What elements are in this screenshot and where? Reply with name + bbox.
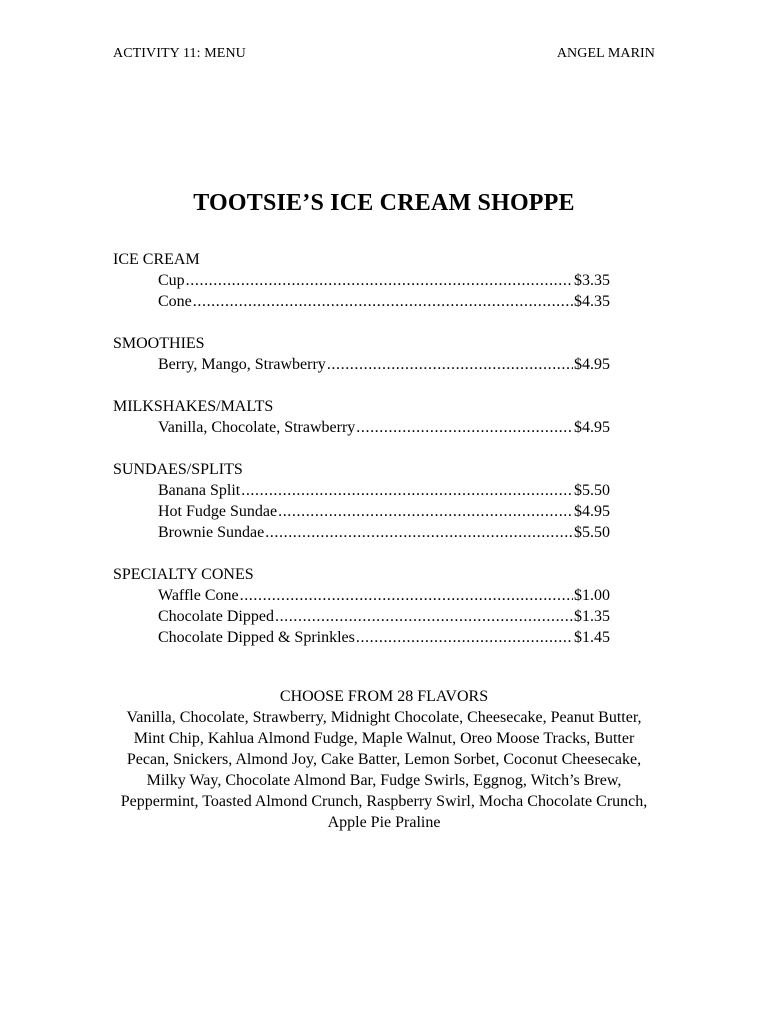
item-name: Chocolate Dipped bbox=[158, 608, 274, 625]
item-name: Berry, Mango, Strawberry bbox=[158, 356, 326, 373]
menu-item bbox=[113, 585, 610, 606]
menu-section-smoothies bbox=[113, 333, 610, 375]
item-name: Cup bbox=[158, 272, 185, 289]
item-name: Hot Fudge Sundae bbox=[158, 503, 278, 520]
menu-list bbox=[113, 249, 610, 669]
flavors-heading: CHOOSE FROM 28 FLAVORS bbox=[279, 688, 489, 705]
item-name: Brownie Sundae bbox=[158, 524, 265, 541]
dot-leader bbox=[265, 522, 573, 543]
menu-section-milkshakes bbox=[113, 396, 610, 438]
item-price: $1.45 bbox=[574, 629, 610, 646]
shop-title: TOOTSIE’S ICE CREAM SHOPPE bbox=[193, 190, 575, 216]
dot-leader bbox=[327, 354, 573, 375]
item-name: Chocolate Dipped & Sprinkles bbox=[158, 629, 355, 646]
menu-item bbox=[113, 480, 610, 501]
menu-item bbox=[113, 417, 610, 438]
item-price: $1.35 bbox=[574, 608, 610, 625]
item-name: Banana Split bbox=[158, 482, 241, 499]
author-name: ANGEL MARIN bbox=[556, 46, 655, 61]
section-heading: ICE CREAM bbox=[113, 251, 200, 268]
dot-leader bbox=[186, 270, 573, 291]
item-name: Cone bbox=[158, 293, 192, 310]
dot-leader bbox=[241, 480, 573, 501]
item-price: $4.95 bbox=[574, 356, 610, 373]
menu-item bbox=[113, 270, 610, 291]
section-heading: MILKSHAKES/MALTS bbox=[113, 398, 274, 415]
menu-item bbox=[113, 354, 610, 375]
menu-item bbox=[113, 522, 610, 543]
item-price: $1.00 bbox=[574, 587, 610, 604]
section-heading: SPECIALTY CONES bbox=[113, 566, 254, 583]
item-name: Waffle Cone bbox=[158, 587, 239, 604]
dot-leader bbox=[275, 606, 573, 627]
flavors-block bbox=[113, 686, 655, 833]
item-price: $4.95 bbox=[574, 503, 610, 520]
activity-label: ACTIVITY 11: MENU bbox=[113, 46, 246, 61]
section-heading: SMOOTHIES bbox=[113, 335, 205, 352]
section-heading: SUNDAES/SPLITS bbox=[113, 461, 243, 478]
dot-leader bbox=[193, 291, 573, 312]
menu-item bbox=[113, 606, 610, 627]
menu-item bbox=[113, 627, 610, 648]
dot-leader bbox=[278, 501, 573, 522]
item-price: $4.35 bbox=[574, 293, 610, 310]
flavors-list: Vanilla, Chocolate, Strawberry, Midnight Chocolate, Cheesecake, Peanut Butter, Mint Chip, Kahlua Almond Fudge, Maple Walnut, Oreo Moose Tracks, Butter Pecan, Snickers, Almond Joy, Cake Batter, Lemon Sorbet, Coconut Cheesecake, Milky Way, Chocolate Almond Bar, Fudge Swirls, Eggnog, Witch’s Brew, Peppermint, Toasted Almond Crunch, Raspberry Swirl, Mocha Chocolate Crunch, Apple Pie Praline bbox=[120, 709, 648, 831]
item-price: $4.95 bbox=[574, 419, 610, 436]
dot-leader bbox=[240, 585, 573, 606]
dot-leader bbox=[356, 417, 573, 438]
menu-section-specialty-cones bbox=[113, 564, 610, 648]
item-price: $5.50 bbox=[574, 482, 610, 499]
dot-leader bbox=[356, 627, 573, 648]
menu-section-ice-cream bbox=[113, 249, 610, 312]
item-price: $3.35 bbox=[574, 272, 610, 289]
menu-section-sundaes bbox=[113, 459, 610, 543]
menu-item bbox=[113, 291, 610, 312]
menu-item bbox=[113, 501, 610, 522]
item-name: Vanilla, Chocolate, Strawberry bbox=[158, 419, 356, 436]
item-price: $5.50 bbox=[574, 524, 610, 541]
